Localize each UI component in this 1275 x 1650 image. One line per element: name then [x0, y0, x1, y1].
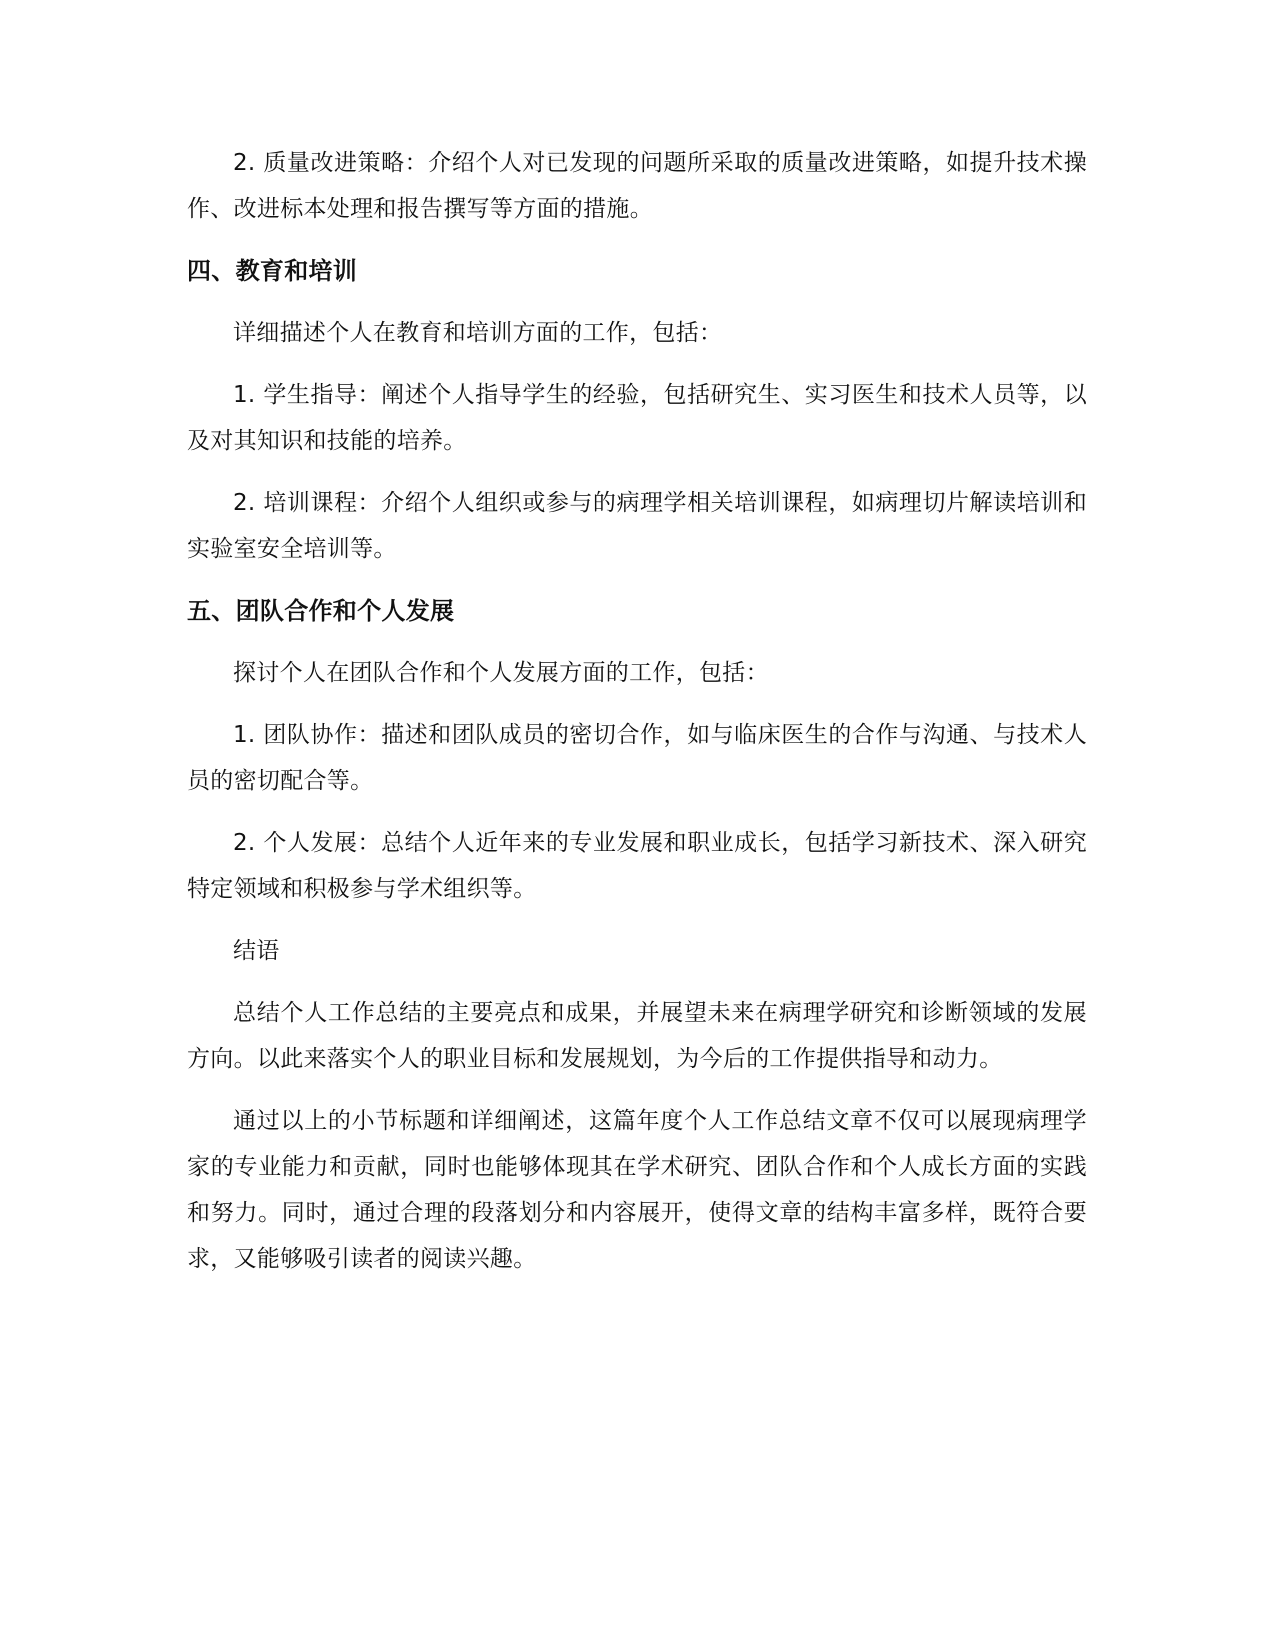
section-heading-education: 四、教育和培训: [187, 257, 358, 285]
paragraph-education-intro: 详细描述个人在教育和培训方面的工作，包括：: [233, 320, 723, 346]
paragraph-training-courses: 2. 培训课程：介绍个人组织或参与的病理学相关培训课程，如病理切片解读培训和实验室安全培训等。: [187, 490, 1087, 562]
paragraph-quality-strategy: 2. 质量改进策略：介绍个人对已发现的问题所采取的质量改进策略，如提升技术操作、改进标本处理和报告撰写等方面的措施。: [187, 150, 1087, 222]
paragraph-team-collaboration: 1. 团队协作：描述和团队成员的密切合作，如与临床医生的合作与沟通、与技术人员的密切配合等。: [187, 722, 1087, 794]
paragraph-student-guidance: 1. 学生指导：阐述个人指导学生的经验，包括研究生、实习医生和技术人员等，以及对其知识和技能的培养。: [187, 382, 1087, 454]
paragraph-conclusion-label: 结语: [233, 938, 280, 964]
section-heading-teamwork: 五、团队合作和个人发展: [187, 597, 455, 625]
paragraph-personal-development: 2. 个人发展：总结个人近年来的专业发展和职业成长，包括学习新技术、深入研究特定领域和积极参与学术组织等。: [187, 830, 1087, 902]
paragraph-closing-remarks: 通过以上的小节标题和详细阐述，这篇年度个人工作总结文章不仅可以展现病理学家的专业能力和贡献，同时也能够体现其在学术研究、团队合作和个人成长方面的实践和努力。同时，通过合理的段落划分和内容展开，使得文章的结构丰富多样，既符合要求，又能够吸引读者的阅读兴趣。: [187, 1108, 1087, 1272]
paragraph-conclusion-summary: 总结个人工作总结的主要亮点和成果，并展望未来在病理学研究和诊断领域的发展方向。以此来落实个人的职业目标和发展规划，为今后的工作提供指导和动力。: [187, 1000, 1087, 1072]
paragraph-teamwork-intro: 探讨个人在团队合作和个人发展方面的工作，包括：: [233, 660, 769, 686]
document-body: [187, 140, 1087, 1298]
